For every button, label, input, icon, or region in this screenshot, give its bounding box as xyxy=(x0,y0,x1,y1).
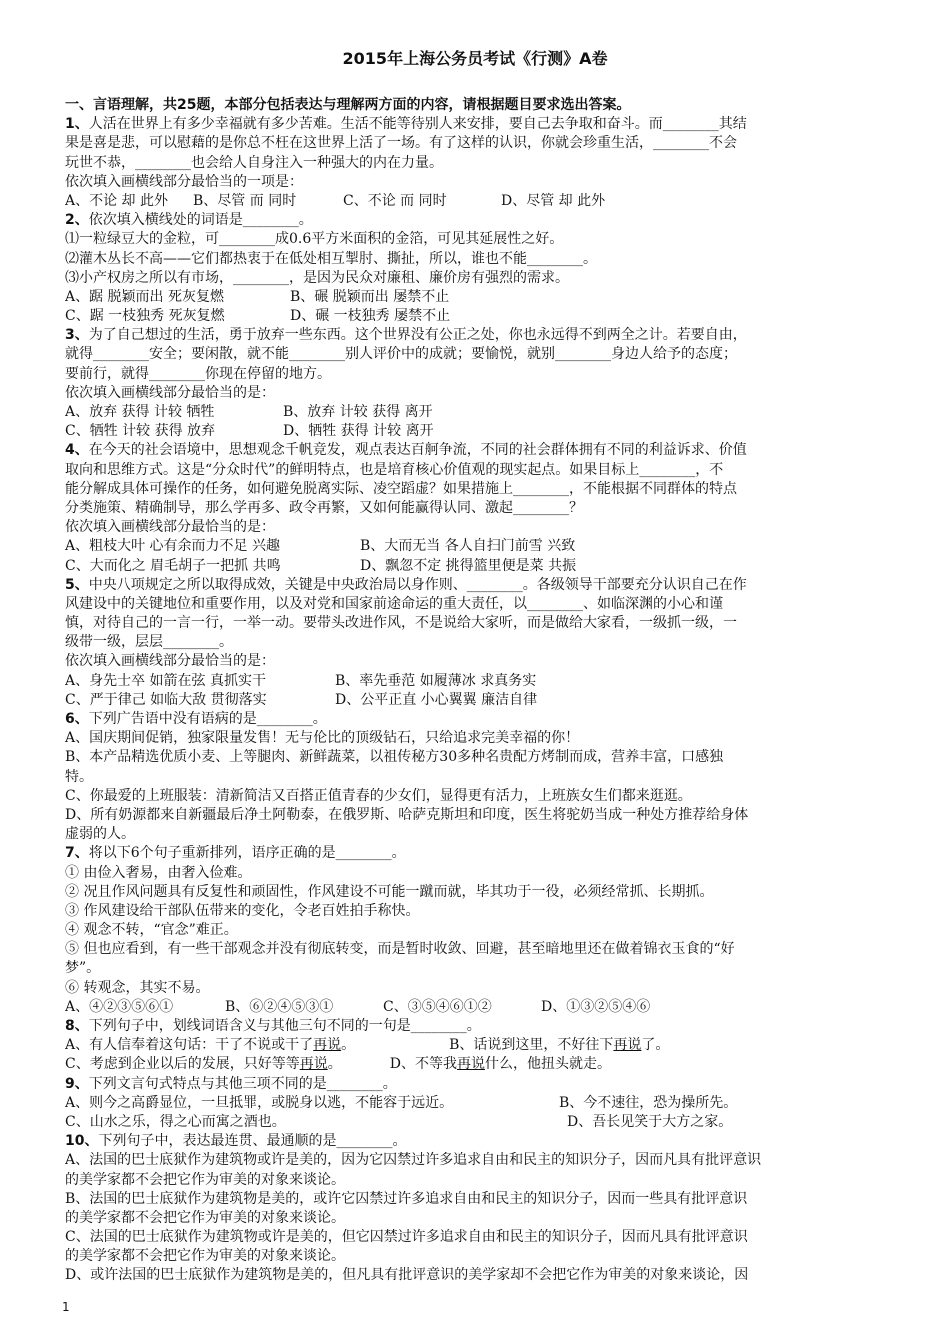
text-line: 虚弱的人。 xyxy=(65,826,135,843)
answer-option: C、③⑤④⑥①② xyxy=(383,998,492,1015)
answer-option: B、放弃 计较 获得 离开 xyxy=(283,404,433,420)
text-line: ② 况且作风问题具有反复性和顽固性，作风建设不可能一蹴而就，毕其功于一役，必须经常抓、长期抓。 xyxy=(65,883,714,900)
answer-option: B、大而无当 各人自扫门前雪 兴致 xyxy=(360,538,576,555)
answer-option: B、尽管 而 同时 xyxy=(193,192,297,209)
text-line: A、国庆期间促销，独家限量发售！无与伦比的顶级钻石，只给追求完美幸福的你！ xyxy=(65,730,580,747)
section-heading: 一、言语理解，共25题，本部分包括表达与理解两方面的内容，请根据题目要求选出答案。 xyxy=(65,97,631,113)
answer-option: D、①③②⑤④⑥ xyxy=(541,998,651,1015)
question-text: 为了自己想过的生活，勇于放弃一些东西。这个世界没有公正之处，你也永远得不到两全之计。若要自由， xyxy=(88,327,747,344)
answer-options-line xyxy=(65,192,905,211)
option-text: A、有人信奉着这句话：干了不说或干了 xyxy=(65,1037,314,1054)
answer-option xyxy=(449,1037,669,1053)
text-line: C、法国的巴士底狱作为建筑物或许是美的，但它囚禁过许多追求自由和民主的知识分子，因而凡具有批评意识 xyxy=(65,1229,748,1246)
question-stem-line xyxy=(65,115,905,134)
answer-option: C、不论 而 同时 xyxy=(343,192,447,209)
question-stem-line xyxy=(65,844,905,863)
answer-options-line xyxy=(65,1055,905,1074)
document-body xyxy=(65,96,905,1286)
question-text: 下列文言句式特点与其他三项不同的是________。 xyxy=(88,1075,397,1092)
question-number: 6、 xyxy=(65,711,89,727)
option-text: C、考虑到企业以后的发展，只好等等 xyxy=(65,1056,300,1073)
option-text: 什么，他扭头就走。 xyxy=(484,1056,611,1073)
text-line: 依次填入画横线部分最恰当的是： xyxy=(65,519,275,536)
question-text: 下列广告语中没有语病的是________。 xyxy=(88,711,327,727)
answer-option: D、牺牲 获得 计较 离开 xyxy=(283,423,434,440)
underlined-word: 再说 xyxy=(613,1037,642,1054)
answer-option: C、牺牲 计较 获得 放弃 xyxy=(65,423,216,440)
option-text: 。 xyxy=(341,1037,356,1054)
text-line: 要前行，就得________你现在停留的地方。 xyxy=(65,365,331,382)
page-number: 1 xyxy=(62,1300,70,1314)
answer-option: C、大而化之 眉毛胡子一把抓 共鸣 xyxy=(65,557,281,574)
answer-option xyxy=(390,1056,611,1072)
answer-options-line xyxy=(65,672,905,691)
question-stem-line xyxy=(65,1075,905,1094)
answer-option: D、碾 一枝独秀 屡禁不止 xyxy=(290,308,451,325)
answer-options-line xyxy=(65,691,905,710)
question-stem-line xyxy=(65,1132,905,1151)
text-line: ⑴一粒绿豆大的金粒，可________成0.6平方米面积的金箔，可见其延展性之好。 xyxy=(65,231,564,248)
text-line: ⑵灌木丛长不高——它们都热衷于在低处相互掣肘、撕扯，所以，谁也不能________。 xyxy=(65,250,597,267)
question-number: 5、 xyxy=(65,576,89,593)
text-line: C、你最爱的上班服装：清新简洁又百搭正值青春的少女们，显得更有活力，上班族女生们都来逛逛。 xyxy=(65,787,692,804)
answer-option: A、④②③⑤⑥① xyxy=(65,998,174,1015)
text-line: 的美学家都不会把它作为审美的对象来谈论。 xyxy=(65,1209,345,1226)
underlined-word: 再说 xyxy=(299,1056,328,1073)
text-line: 风建设中的关键地位和重要作用，以及对党和国家前途命运的重大责任，以________、如临深渊的小心和谨 xyxy=(65,595,723,612)
text-line: D、所有奶源都来自新疆最后净土阿勒泰，在俄罗斯、哈萨克斯坦和印度，医生将驼奶当成一种处方推荐给身体 xyxy=(65,806,749,823)
text-line: 级带一级，层层________。 xyxy=(65,634,233,651)
underlined-word: 再说 xyxy=(456,1056,485,1073)
answer-option: C、山水之乐，得之心而寓之酒也。 xyxy=(65,1113,286,1130)
answer-option: B、今不速往，恐为操所先。 xyxy=(559,1094,738,1111)
answer-option: A、则今之高爵显位，一旦抵罪，或脱身以逃，不能容于远近。 xyxy=(65,1094,454,1111)
question-text: 将以下6个句子重新排列，语序正确的是________。 xyxy=(88,845,406,862)
answer-option: D、飘忽不定 挑得篮里便是菜 共振 xyxy=(360,557,577,574)
question-text: 人活在世界上有多少幸福就有多少苦难。生活不能等待别人来安排，要自己去争取和奋斗。而________其结 xyxy=(88,116,747,133)
question-number: 1、 xyxy=(65,116,89,133)
option-text: B、话说到这里，不好往下 xyxy=(449,1037,614,1054)
answer-option: C、严于律己 如临大敌 贯彻落实 xyxy=(65,691,267,708)
answer-option: B、⑥②④⑤③① xyxy=(225,998,334,1015)
text-line: A、法国的巴士底狱作为建筑物或许是美的，因为它囚禁过许多追求自由和民主的知识分子，因而凡具有批评意识 xyxy=(65,1152,762,1169)
question-text: 在今天的社会语境中，思想观念千帆竞发，观点表达百舸争流，不同的社会群体拥有不同的利益诉求、价值 xyxy=(88,442,747,459)
answer-option: A、身先士卒 如箭在弦 真抓实干 xyxy=(65,672,267,689)
answer-options-line xyxy=(65,403,905,422)
text-line: 果是喜是悲，可以慰藉的是你总不枉在这世界上活了一场。有了这样的认识，你就会珍重生活，________不会 xyxy=(65,135,737,152)
text-line: 梦”。 xyxy=(65,960,101,977)
answer-option xyxy=(65,1056,342,1072)
answer-options-line xyxy=(65,422,905,441)
text-line: 分类施策、精确制导，那么学再多、政令再繁，又如何能赢得认同、激起________？ xyxy=(65,499,583,516)
answer-options-line xyxy=(65,1036,905,1055)
answer-options-line xyxy=(65,537,905,556)
question-stem-line xyxy=(65,211,905,230)
answer-options-line xyxy=(65,557,905,576)
text-line: 玩世不恭，________也会给人自身注入一种强大的内在力量。 xyxy=(65,154,443,171)
answer-options-line xyxy=(65,1094,905,1113)
question-stem-line xyxy=(65,1017,905,1036)
question-stem-line xyxy=(65,576,905,595)
question-text: 中央八项规定之所以取得成效，关键是中央政治局以身作则、________。各级领导干部要充分认识自己在作 xyxy=(88,576,747,593)
question-stem-line xyxy=(65,710,905,729)
text-line: ④ 观念不转，“官念”难正。 xyxy=(65,922,238,939)
text-line: 的美学家都不会把它作为审美的对象来谈论。 xyxy=(65,1171,345,1188)
text-line: B、法国的巴士底狱作为建筑物是美的，或许它囚禁过许多追求自由和民主的知识分子，因而一些具有批评意识 xyxy=(65,1190,748,1207)
answer-option: B、碾 脱颖而出 屡禁不止 xyxy=(290,288,450,305)
text-line: 能分解成具体可操作的任务，如何避免脱离实际、凌空蹈虚？如果措施上________，不能根据不同群体的特点 xyxy=(65,480,737,497)
answer-option: B、率先垂范 如履薄冰 求真务实 xyxy=(335,672,537,689)
text-line: ⑤ 但也应看到，有一些干部观念并没有彻底转变，而是暂时收敛、回避，甚至暗地里还在做着锦衣玉食的“好 xyxy=(65,941,735,958)
question-stem-line xyxy=(65,441,905,460)
answer-option: A、踞 脱颖而出 死灰复燃 xyxy=(65,288,225,305)
answer-option: D、尽管 却 此外 xyxy=(501,192,606,209)
underlined-word: 再说 xyxy=(313,1037,342,1054)
text-line: 依次填入画横线部分最恰当的是： xyxy=(65,653,275,670)
question-number: 4、 xyxy=(65,442,89,459)
text-line: 慎，对待自己的一言一行，一举一动。要带头改进作风，不是说给大家听，而是做给大家看，一级抓一级，一 xyxy=(65,615,737,632)
answer-options-line xyxy=(65,288,905,307)
text-line: ⑥ 转观念，其实不易。 xyxy=(65,979,210,996)
question-number: 10、 xyxy=(65,1133,99,1150)
question-number: 7、 xyxy=(65,845,89,862)
answer-option: A、粗枝大叶 心有余而力不足 兴趣 xyxy=(65,538,281,555)
answer-option: D、吾长见笑于大方之家。 xyxy=(567,1113,733,1130)
question-number: 3、 xyxy=(65,327,89,344)
question-text: 依次填入横线处的词语是________。 xyxy=(88,212,313,229)
text-line: 特。 xyxy=(65,768,93,785)
answer-option: D、公平正直 小心翼翼 廉洁自律 xyxy=(335,691,538,708)
answer-option: A、不论 却 此外 xyxy=(65,192,169,209)
option-text: 了。 xyxy=(641,1037,670,1054)
question-number: 9、 xyxy=(65,1075,89,1092)
text-line: 依次填入画横线部分最恰当的是： xyxy=(65,384,275,401)
answer-options-line xyxy=(65,307,905,326)
answer-option xyxy=(65,1037,355,1053)
text-line: ① 由俭入奢易，由奢入俭难。 xyxy=(65,864,252,881)
option-text: D、不等我 xyxy=(389,1056,457,1073)
question-text: 下列句子中，划线词语含义与其他三句不同的一句是________。 xyxy=(88,1018,481,1034)
text-line: 就得________安全；要闲散，就不能________别人评价中的成就；要愉悦，就别________身边人给予的态度； xyxy=(65,346,737,363)
text-line: D、或许法国的巴士底狱作为建筑物是美的，但凡具有批评意识的美学家却不会把它作为审美的对象来谈论，因 xyxy=(65,1267,749,1284)
text-line: 依次填入画横线部分最恰当的一项是： xyxy=(65,173,303,190)
text-line: ③ 作风建设给干部队伍带来的变化，令老百姓拍手称快。 xyxy=(65,902,420,919)
answer-options-line xyxy=(65,1113,905,1132)
text-line: B、本产品精选优质小麦、上等腿肉、新鲜蔬菜，以祖传秘方30多种名贵配方烤制而成，营养丰富，口感独 xyxy=(65,749,724,766)
text-line: 取向和思维方式。这是“分众时代”的鲜明特点，也是培育核心价值观的现实起点。如果目标上________，不 xyxy=(65,461,724,478)
question-stem-line xyxy=(65,326,905,345)
answer-options-line xyxy=(65,998,905,1017)
answer-option: A、放弃 获得 计较 牺牲 xyxy=(65,404,215,420)
question-number: 8、 xyxy=(65,1018,89,1034)
text-line: 的美学家都不会把它作为审美的对象来谈论。 xyxy=(65,1248,345,1265)
answer-option: C、踞 一枝独秀 死灰复燃 xyxy=(65,308,225,325)
text-line: ⑶小产权房之所以有市场，________，是因为民众对廉租、廉价房有强烈的需求。 xyxy=(65,269,569,286)
question-text: 下列句子中，表达最连贯、最通顺的是________。 xyxy=(98,1133,407,1150)
document-title: 2015年上海公务员考试《行测》A卷 xyxy=(342,49,608,68)
question-number: 2、 xyxy=(65,212,89,229)
option-text: 。 xyxy=(327,1056,342,1073)
